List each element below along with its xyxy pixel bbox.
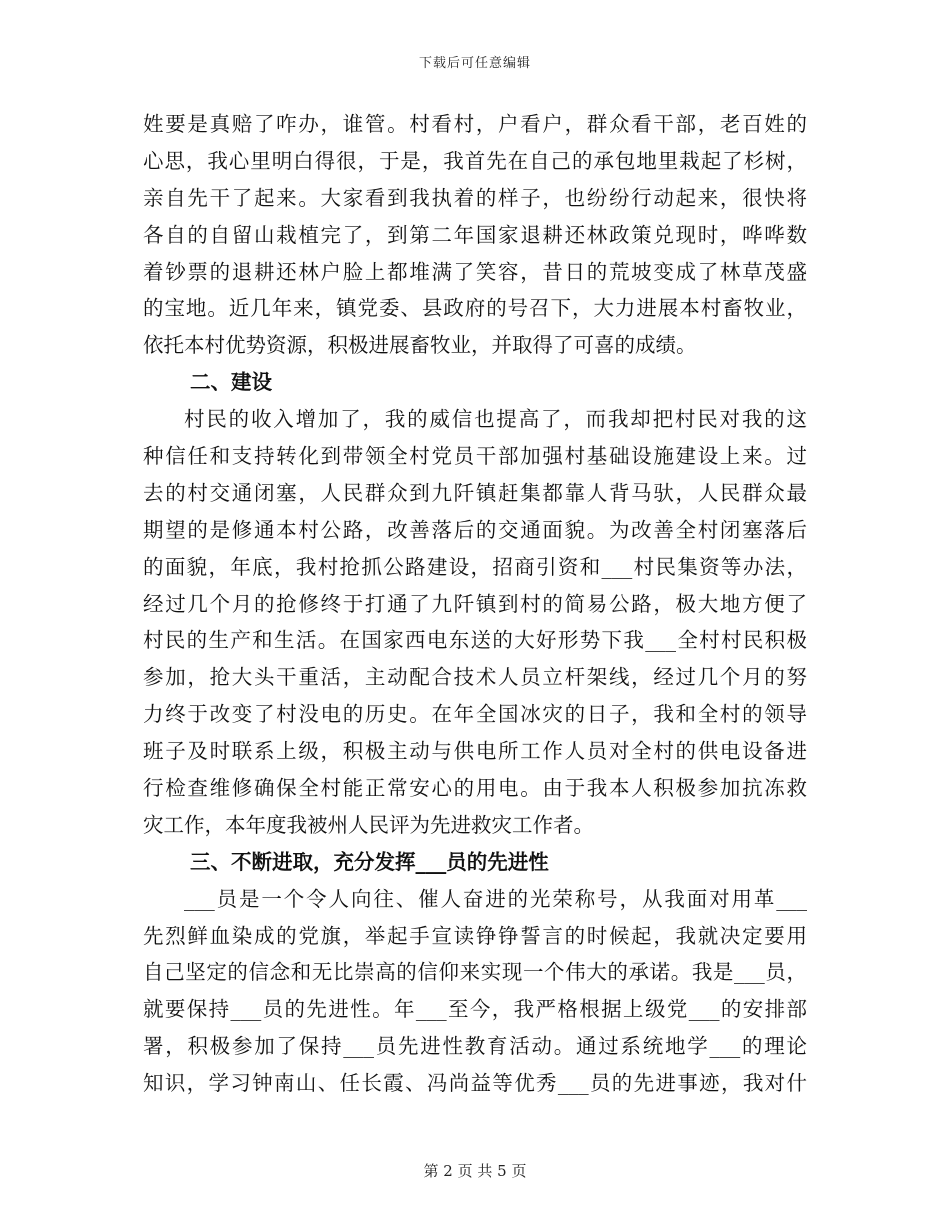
paragraph-line: 就要保持___员的先进性。年___至今，我严格根据上级党___的安排部 (143, 997, 807, 1022)
paragraph-line: 班子及时联系上级，积极主动与供电所工作人员对全村的供电设备进 (143, 739, 807, 764)
paragraph-line: 心思，我心里明白得很，于是，我首先在自己的承包地里栽起了杉树， (143, 148, 807, 173)
paragraph-line: 的宝地。近几年来，镇党委、县政府的号召下，大力进展本村畜牧业， (143, 296, 807, 321)
page-number: 第 2 页 共 5 页 (423, 1162, 527, 1180)
paragraph-line: 参加，抢大头干重活，主动配合技术人员立杆架线，经过几个月的努 (143, 665, 807, 690)
paragraph-line: 去的村交通闭塞，人民群众到九阡镇赶集都靠人背马驮，人民群众最 (143, 480, 807, 505)
paragraph-line: 经过几个月的抢修终于打通了九阡镇到村的简易公路，极大地方便了 (143, 591, 807, 616)
paragraph-line: 期望的是修通本村公路，改善落后的交通面貌。为改善全村闭塞落后 (143, 517, 807, 542)
paragraph-line: 姓要是真赔了咋办，谁管。村看村，户看户，群众看干部，老百姓的 (143, 112, 807, 136)
paragraph-line: 行检查维修确保全村能正常安心的用电。由于我本人积极参加抗冻救 (143, 776, 807, 801)
paragraph-line: 自己坚定的信念和无比崇高的信仰来实现一个伟大的承诺。我是___员， (143, 960, 807, 985)
paragraph-line: 亲自先干了起来。大家看到我执着的样子，也纷纷行动起来，很快将 (143, 185, 807, 210)
paragraph-line: 的面貌，年底，我村抢抓公路建设，招商引资和___村民集资等办法， (143, 554, 807, 579)
paragraph-line: 村民的生产和生活。在国家西电东送的大好形势下我___全村村民积极 (143, 628, 807, 653)
paragraph-line: 村民的收入增加了，我的威信也提高了，而我却把村民对我的这 (184, 407, 807, 432)
paragraph-line: 种信任和支持转化到带领全村党员干部加强村基础设施建设上来。过 (143, 444, 807, 469)
paragraph-line: 知识，学习钟南山、任长霞、冯尚益等优秀___员的先进事迹，我对什 (143, 1071, 807, 1096)
paragraph-line: 灾工作，本年度我被州人民评为先进救灾工作者。 (143, 812, 594, 837)
section-heading: 三、不断进取，充分发挥___员的先进性 (190, 849, 549, 874)
document-body (143, 106, 807, 1102)
paragraph-line: ___员是一个令人向往、催人奋进的光荣称号，从我面对用革___ (184, 886, 807, 911)
section-heading: 二、建设 (190, 370, 272, 395)
paragraph-line: 先烈鲜血染成的党旗，举起手宣读铮铮誓言的时候起，我就决定要用 (143, 923, 807, 948)
paragraph-line: 着钞票的退耕还林户脸上都堆满了笑容，昔日的荒坡变成了林草茂盛 (143, 259, 807, 284)
paragraph-line: 力终于改变了村没电的历史。在年全国冰灾的日子，我和全村的领导 (143, 702, 807, 727)
paragraph-line: 各自的自留山栽植完了，到第二年国家退耕还林政策兑现时，哗哗数 (143, 222, 807, 247)
paragraph-line: 依托本村优势资源，积极进展畜牧业，并取得了可喜的成绩。 (143, 333, 697, 358)
page-header: 下载后可任意编辑 (418, 56, 531, 71)
paragraph-line: 署，积极参加了保持___员先进性教育活动。通过系统地学___的理论 (143, 1034, 807, 1059)
